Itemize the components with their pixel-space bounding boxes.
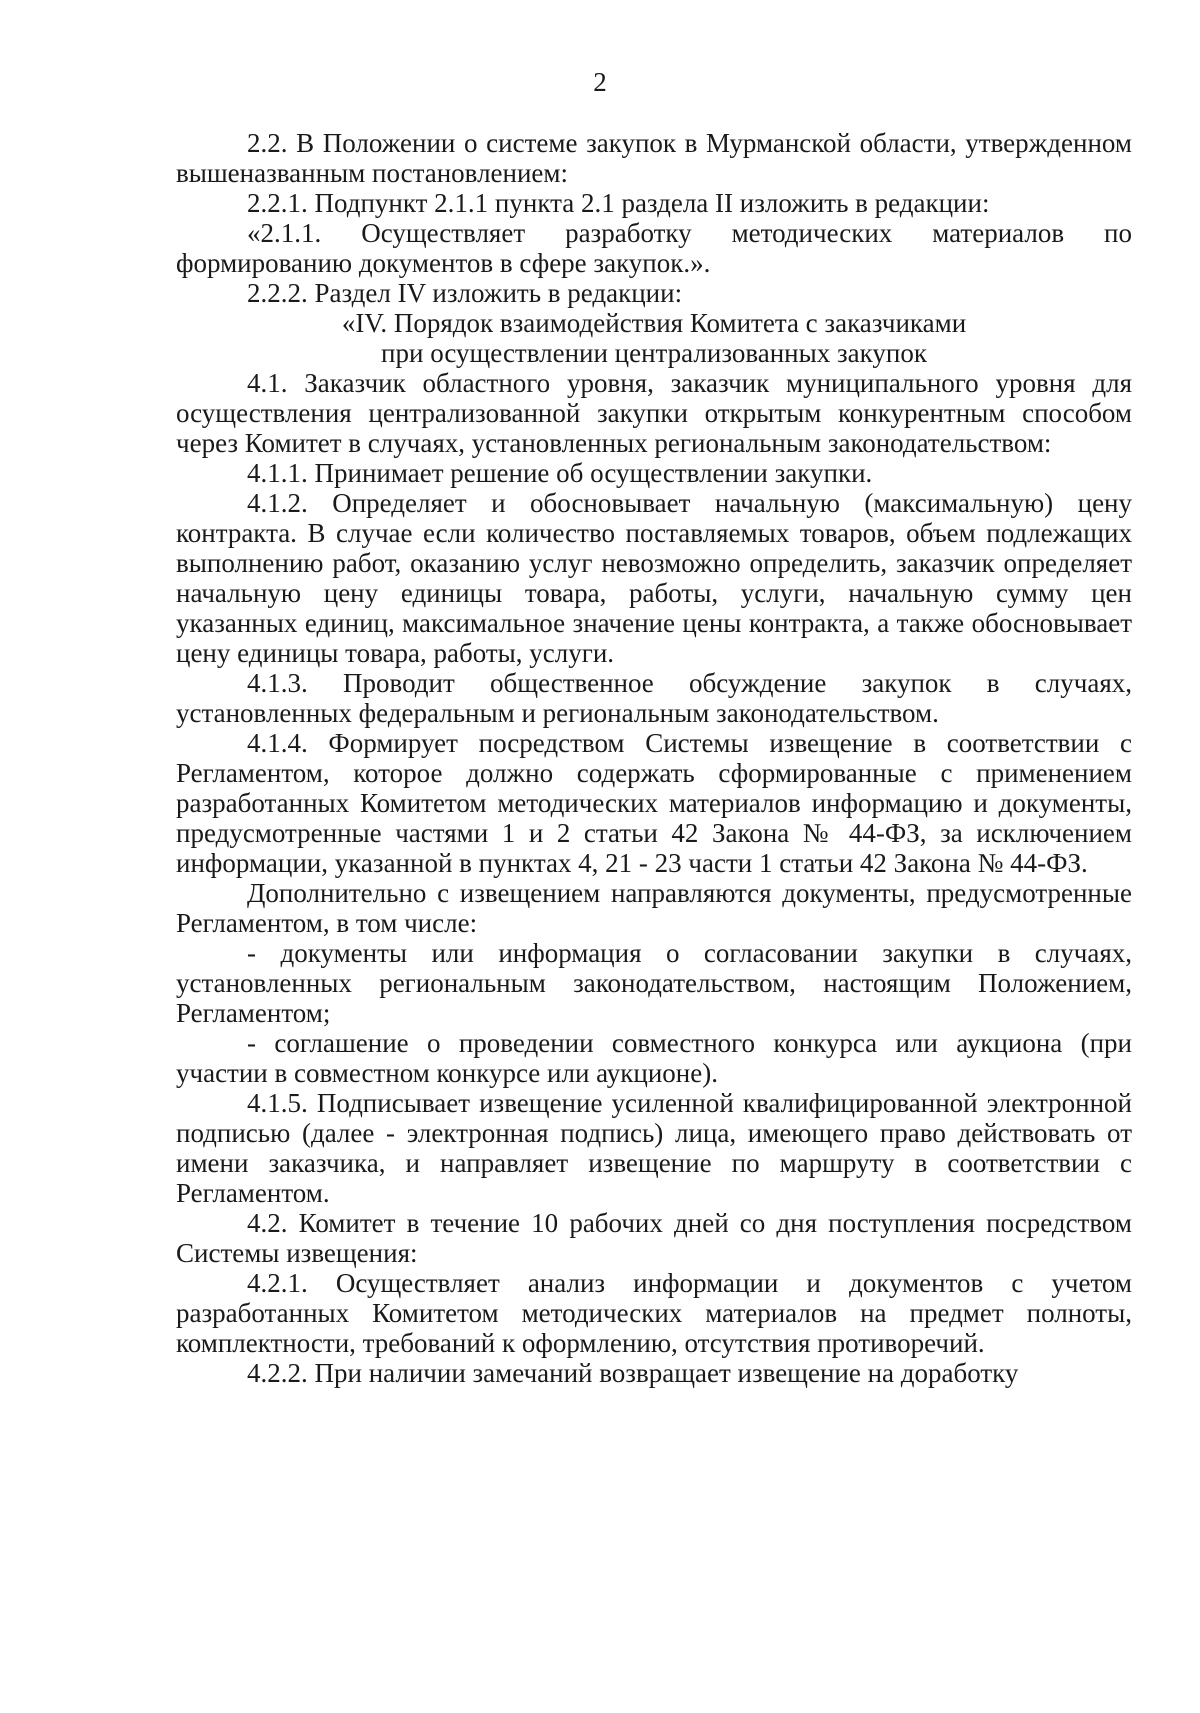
list-item-joint-agreement: - соглашение о проведении совместного конкурса или аукциона (при участии в совместном конкурсе или аукционе). [176,1028,1132,1088]
paragraph-4-2-2: 4.2.2. При наличии замечаний возвращает извещение на доработку [247,1358,1019,1388]
paragraph-2-2: 2.2. В Положении о системе закупок в Мурманской области, утвержденном вышеназванным постановлением: [176,128,1132,188]
document-body [176,128,1132,1388]
list-item-approval-documents: - документы или информация о согласовании закупки в случаях, установленных региональным законодательством, настоящим Положением, Регламентом; [176,938,1132,1028]
paragraph-4-1-4: 4.1.4. Формирует посредством Системы извещение в соответствии с Регламентом, которое должно содержать сформированные с применением разработанных Комитетом методических материалов информацию и документы, предусмотренные частями 1 и 2 статьи 42 Закона № 44-ФЗ, за исключением информации, указанной в пунктах 4, 21 - 23 части 1 статьи 42 Закона № 44-ФЗ. [176,728,1132,878]
paragraph-4-1: 4.1. Заказчик областного уровня, заказчик муниципального уровня для осуществления централизованной закупки открытым конкурентным способом через Комитет в случаях, установленных региональным законодательством: [176,368,1132,458]
paragraph-2-2-1: 2.2.1. Подпункт 2.1.1 пункта 2.1 раздела II изложить в редакции: [247,188,990,218]
section-heading-line-2: при осуществлении централизованных закупок [381,338,927,368]
paragraph-4-1-2: 4.1.2. Определяет и обосновывает начальную (максимальную) цену контракта. В случае если количество поставляемых товаров, объем подлежащих выполнению работ, оказанию услуг невозможно определить, заказчик определяет начальную цену единицы товара, работы, услуги, начальную сумму цен указанных единиц, максимальное значение цены контракта, а также обосновывает цену единицы товара, работы, услуги. [176,488,1132,668]
paragraph-4-1-3: 4.1.3. Проводит общественное обсуждение закупок в случаях, установленных федеральным и региональным законодательством. [176,668,1132,728]
page-number: 2 [593,67,607,97]
paragraph-4-2-1: 4.2.1. Осуществляет анализ информации и документов с учетом разработанных Комитетом методических материалов на предмет полноты, комплектности, требований к оформлению, отсутствия противоречий. [176,1268,1132,1358]
paragraph-4-2: 4.2. Комитет в течение 10 рабочих дней со дня поступления посредством Системы извещения: [176,1208,1132,1268]
section-heading-line-1: «IV. Порядок взаимодействия Комитета с заказчиками [341,308,967,338]
paragraph-4-1-5: 4.1.5. Подписывает извещение усиленной квалифицированной электронной подписью (далее - электронная подпись) лица, имеющего право действовать от имени заказчика, и направляет извещение по маршруту в соответствии с Регламентом. [176,1088,1132,1208]
paragraph-4-1-1: 4.1.1. Принимает решение об осуществлении закупки. [247,458,873,488]
paragraph-2-1-1-quote: «2.1.1. Осуществляет разработку методических материалов по формированию документов в сфере закупок.». [176,218,1132,278]
paragraph-additionally: Дополнительно с извещением направляются документы, предусмотренные Регламентом, в том числе: [176,878,1132,938]
paragraph-2-2-2: 2.2.2. Раздел IV изложить в редакции: [247,278,683,308]
